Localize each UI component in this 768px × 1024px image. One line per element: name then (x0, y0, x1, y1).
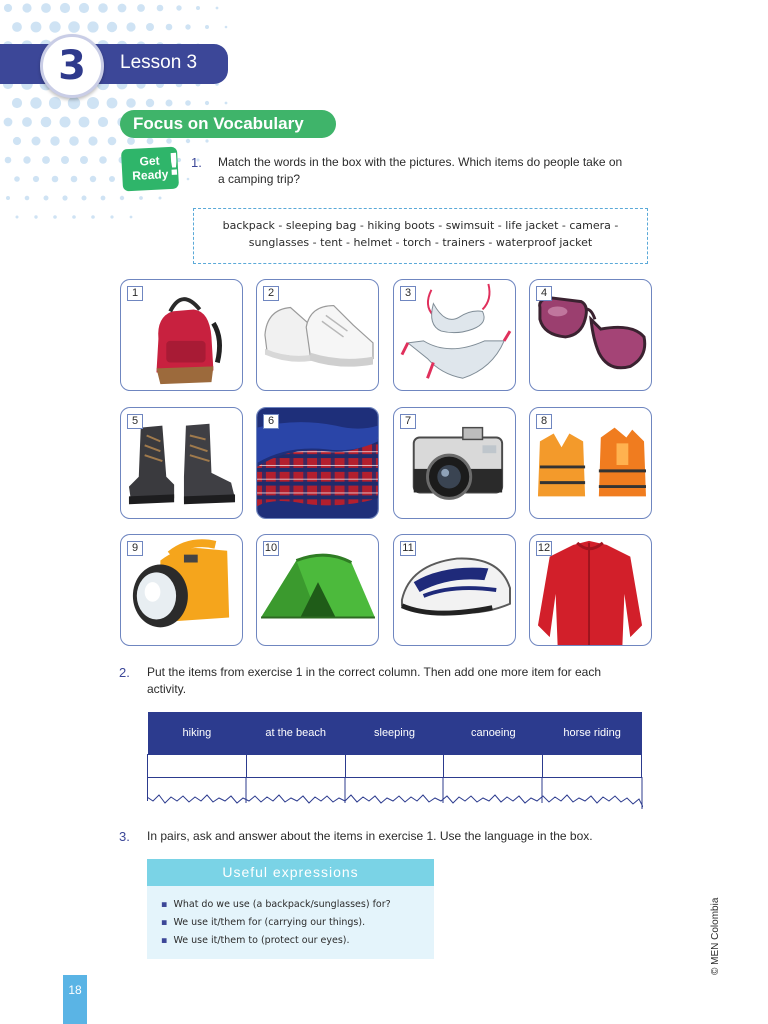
picture-number: 11 (400, 541, 416, 556)
decorative-dot (4, 118, 13, 127)
decorative-dot (185, 100, 191, 106)
decorative-dot (137, 4, 145, 12)
decorative-dot (16, 216, 19, 219)
decorative-dot (205, 139, 208, 142)
get-ready-line2: Ready (131, 167, 169, 183)
list-item: ▪ We use it/them to (protect our eyes). (161, 932, 434, 950)
decorative-dot (159, 197, 162, 200)
exercise-1-number: 1. (191, 155, 202, 170)
word-box-line2: sunglasses - tent - helmet - torch - trainers - waterproof jacket (248, 236, 593, 249)
picture-number: 9 (127, 541, 143, 556)
decorative-dot (176, 5, 181, 10)
exercise-1-line2: a camping trip? (218, 172, 301, 186)
picture-number: 2 (263, 286, 279, 301)
decorative-dot (127, 137, 135, 145)
useful-expressions-box (147, 886, 434, 959)
column-header-canoeing: canoeing (444, 712, 543, 754)
picture-card-10 (256, 534, 379, 646)
picture-card-11 (393, 534, 516, 646)
decorative-dot (186, 139, 190, 143)
picture-card-4 (529, 279, 652, 391)
picture-card-2 (256, 279, 379, 391)
lesson-title: Lesson 3 (120, 52, 198, 73)
word-box-line1: backpack - sleeping bag - hiking boots - swimsuit - life jacket - camera - (222, 219, 619, 232)
decorative-dot (166, 138, 172, 144)
picture-number: 6 (263, 414, 279, 429)
decorative-dot (98, 3, 108, 13)
get-ready-badge (121, 147, 182, 192)
section-title: Focus on Vocabulary (120, 110, 336, 138)
exercise-2-line2: activity. (147, 682, 187, 696)
decorative-dot (225, 102, 228, 105)
word-box (193, 208, 648, 264)
table-cell[interactable] (444, 754, 543, 777)
decorative-dot (91, 215, 95, 219)
decorative-dot (166, 24, 173, 31)
exercise-1-instructions (218, 154, 658, 188)
decorative-dot (12, 22, 22, 32)
picture-number: 10 (264, 542, 278, 554)
decorative-dot (82, 196, 87, 201)
decorative-dot (99, 156, 107, 164)
exercise-3-number: 3. (119, 829, 130, 844)
exclamation-mark: ! (166, 147, 182, 184)
decorative-dot (5, 157, 12, 164)
decorative-dot (225, 26, 228, 29)
decorative-dot (71, 176, 78, 183)
useful-expressions-title: Useful expressions (147, 859, 434, 886)
decorative-dot (41, 3, 51, 13)
decorative-dot (205, 101, 209, 105)
page-number: 18 (63, 975, 87, 1024)
decorative-dot (88, 136, 97, 145)
column-header-hiking: hiking (148, 712, 247, 754)
decorative-dot (185, 24, 190, 29)
decorative-dot (87, 97, 99, 109)
decorative-dot (72, 215, 76, 219)
picture-card-3 (393, 279, 516, 391)
picture-card-12 (529, 534, 652, 646)
picture-card-1 (120, 279, 243, 391)
table-cell[interactable] (148, 754, 247, 777)
decorative-dot (98, 117, 108, 127)
decorative-dot (52, 176, 59, 183)
exercise-2-instructions (147, 664, 647, 698)
list-item: ▪ What do we use (a backpack/sunglasses) for? (161, 896, 434, 914)
picture-number: 7 (400, 414, 416, 429)
decorative-dot (69, 136, 79, 146)
picture-number: 1 (127, 286, 143, 301)
decorative-dot (108, 137, 117, 146)
picture-number: 12 (537, 542, 551, 554)
decorative-dot (31, 22, 42, 33)
decorative-dot (23, 156, 30, 163)
decorative-dot (126, 98, 136, 108)
decorative-dot (87, 21, 98, 32)
list-item: ▪ We use it/them for (carrying our things). (161, 914, 434, 932)
decorative-dot (49, 21, 60, 32)
get-ready-line1: Get (139, 153, 160, 169)
lesson-number-badge (40, 34, 104, 98)
column-header-sleeping: sleeping (345, 712, 444, 754)
decorative-dot (110, 215, 113, 218)
decorative-dot (41, 117, 52, 128)
decorative-dot (14, 176, 20, 182)
column-header-horse-riding: horse riding (543, 712, 642, 754)
decorative-dot (60, 3, 70, 13)
decorative-dot (126, 22, 135, 31)
decorative-dot (118, 4, 127, 13)
table-cell[interactable] (246, 754, 345, 777)
activity-table (147, 712, 642, 778)
picture-number: 8 (536, 414, 552, 429)
useful-expressions-list (161, 896, 434, 950)
picture-card-7 (393, 407, 516, 519)
decorative-dot (147, 138, 154, 145)
decorative-dot (50, 136, 59, 145)
exercise-3-instructions: In pairs, ask and answer about the items in exercise 1. Use the language in the box. (147, 829, 593, 843)
picture-number: 5 (127, 414, 143, 429)
picture-card-5 (120, 407, 243, 519)
decorative-dot (68, 97, 80, 109)
decorative-dot (6, 196, 10, 200)
exercise-1-line1: Match the words in the box with the pictures. Which items do people take on (218, 155, 623, 169)
decorative-dot (139, 196, 143, 200)
picture-card-6 (256, 407, 379, 519)
decorative-dot (120, 196, 124, 200)
column-header-at-the-beach: at the beach (246, 712, 345, 754)
decorative-dot (4, 4, 12, 12)
table-cell[interactable] (345, 754, 444, 777)
decorative-dot (60, 117, 71, 128)
decorative-dot (146, 99, 154, 107)
table-cell[interactable] (543, 754, 642, 777)
picture-card-8 (529, 407, 652, 519)
decorative-dot (32, 137, 41, 146)
decorative-dot (42, 156, 50, 164)
decorative-dot (62, 195, 67, 200)
decorative-dot (166, 100, 173, 107)
decorative-dot (107, 22, 117, 32)
decorative-dot (196, 6, 200, 10)
decorative-dot (49, 97, 61, 109)
copyright-note: © MEN Colombia (710, 897, 721, 975)
decorative-dot (34, 215, 37, 218)
decorative-dot (90, 176, 96, 182)
decorative-dot (79, 3, 89, 13)
decorative-dot (187, 178, 190, 181)
decorative-dot (107, 98, 118, 109)
decorative-dot (13, 137, 21, 145)
decorative-dot (130, 216, 133, 219)
decorative-dot (12, 98, 22, 108)
decorative-dot (30, 97, 41, 108)
decorative-dot (68, 21, 80, 33)
decorative-dot (79, 117, 90, 128)
decorative-dot (53, 215, 57, 219)
decorative-dot (101, 196, 106, 201)
decorative-dot (205, 25, 209, 29)
decorative-dot (216, 7, 219, 10)
decorative-dot (61, 156, 69, 164)
decorative-dot (146, 23, 154, 31)
exercise-2-number: 2. (119, 665, 130, 680)
exercise-2-line1: Put the items from exercise 1 in the correct column. Then add one more item for each (147, 665, 601, 679)
decorative-dot (22, 117, 32, 127)
decorative-dot (109, 176, 115, 182)
lesson-number: 3 (58, 43, 86, 89)
picture-number: 4 (536, 286, 552, 301)
decorative-dot (44, 196, 49, 201)
picture-card-9 (120, 534, 243, 646)
decorative-dot (157, 5, 164, 12)
decorative-dot (25, 196, 30, 201)
decorative-dot (22, 3, 31, 12)
picture-number: 3 (400, 286, 416, 301)
decorative-dot (80, 156, 88, 164)
torn-table-edge (147, 777, 643, 811)
decorative-dot (33, 176, 39, 182)
